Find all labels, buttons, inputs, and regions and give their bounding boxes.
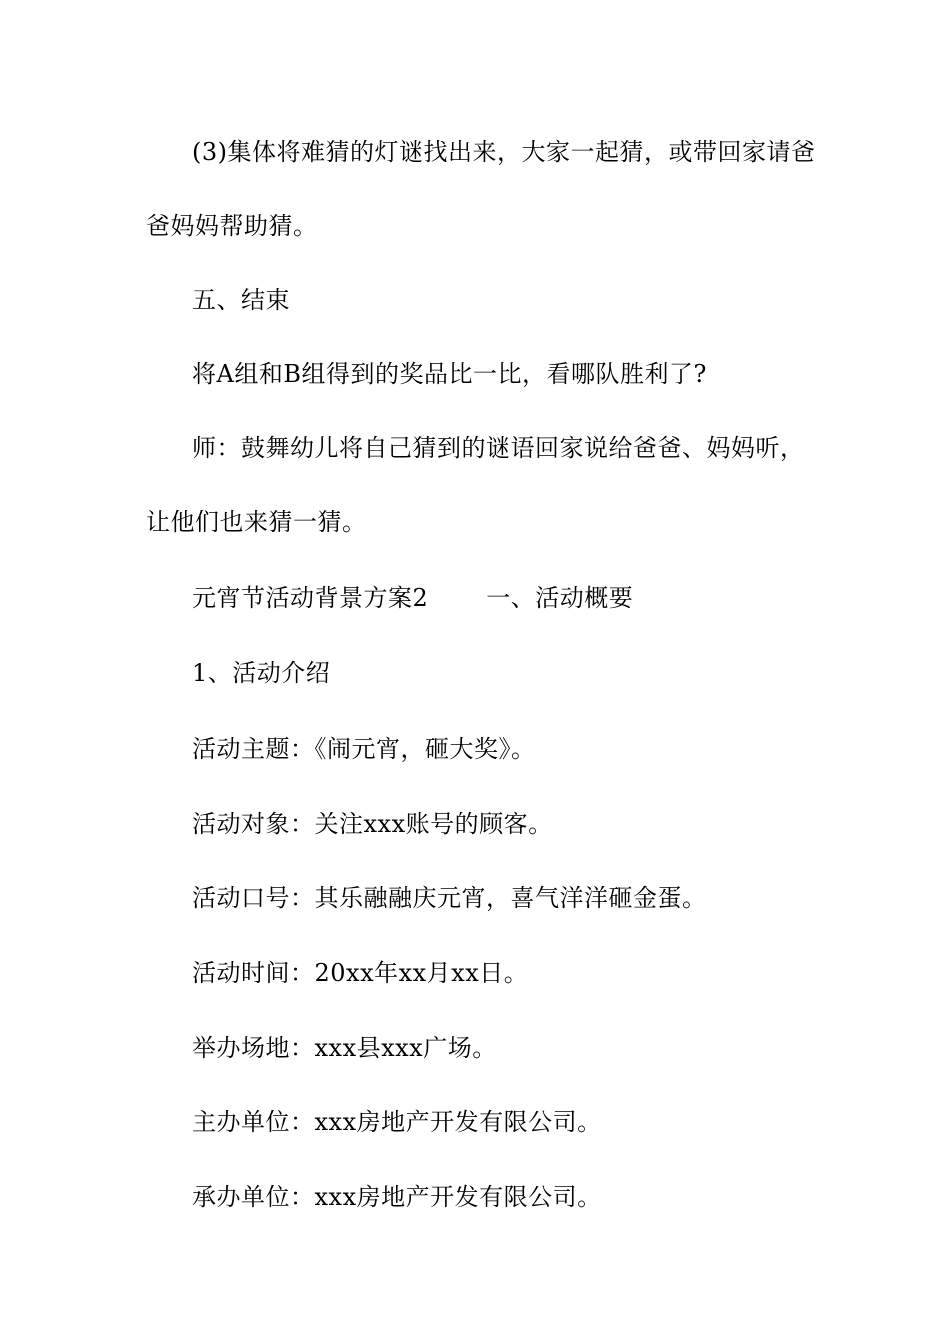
paragraph-teacher-encourage: 师：鼓舞幼儿将自己猜到的谜语回家说给爸爸、妈妈听， [192,434,805,462]
section-heading-overview: 一、活动概要 [486,584,634,612]
paragraph-compare-prizes: 将A组和B组得到的奖品比一比，看哪队胜利了? [192,360,707,388]
field-activity-venue: 举办场地：xxx县xxx广场。 [192,1034,497,1062]
field-activity-slogan: 活动口号：其乐融融庆元宵，喜气洋洋砸金蛋。 [192,884,707,912]
subheading-activity-intro: 1、活动介绍 [192,659,331,687]
field-co-organizer: 承办单位：xxx房地产开发有限公司。 [192,1183,602,1211]
field-activity-time: 活动时间：20xx年xx月xx日。 [192,959,529,987]
paragraph-riddle-step-3: (3)集体将难猜的灯谜找出来，大家一起猜，或带回家请爸 [192,138,816,166]
paragraph-riddle-step-3-continued: 爸妈妈帮助猜。 [146,212,318,240]
field-organizer: 主办单位：xxx房地产开发有限公司。 [192,1108,602,1136]
plan-title: 元宵节活动背景方案2 [192,584,429,612]
plan-title-line [192,583,633,613]
field-activity-theme: 活动主题：《闹元宵，砸大奖》。 [192,735,536,763]
field-activity-audience: 活动对象：关注xxx账号的顾客。 [192,810,553,838]
section-heading-end: 五、结束 [192,286,290,314]
paragraph-teacher-encourage-continued: 让他们也来猜一猜。 [146,508,367,536]
